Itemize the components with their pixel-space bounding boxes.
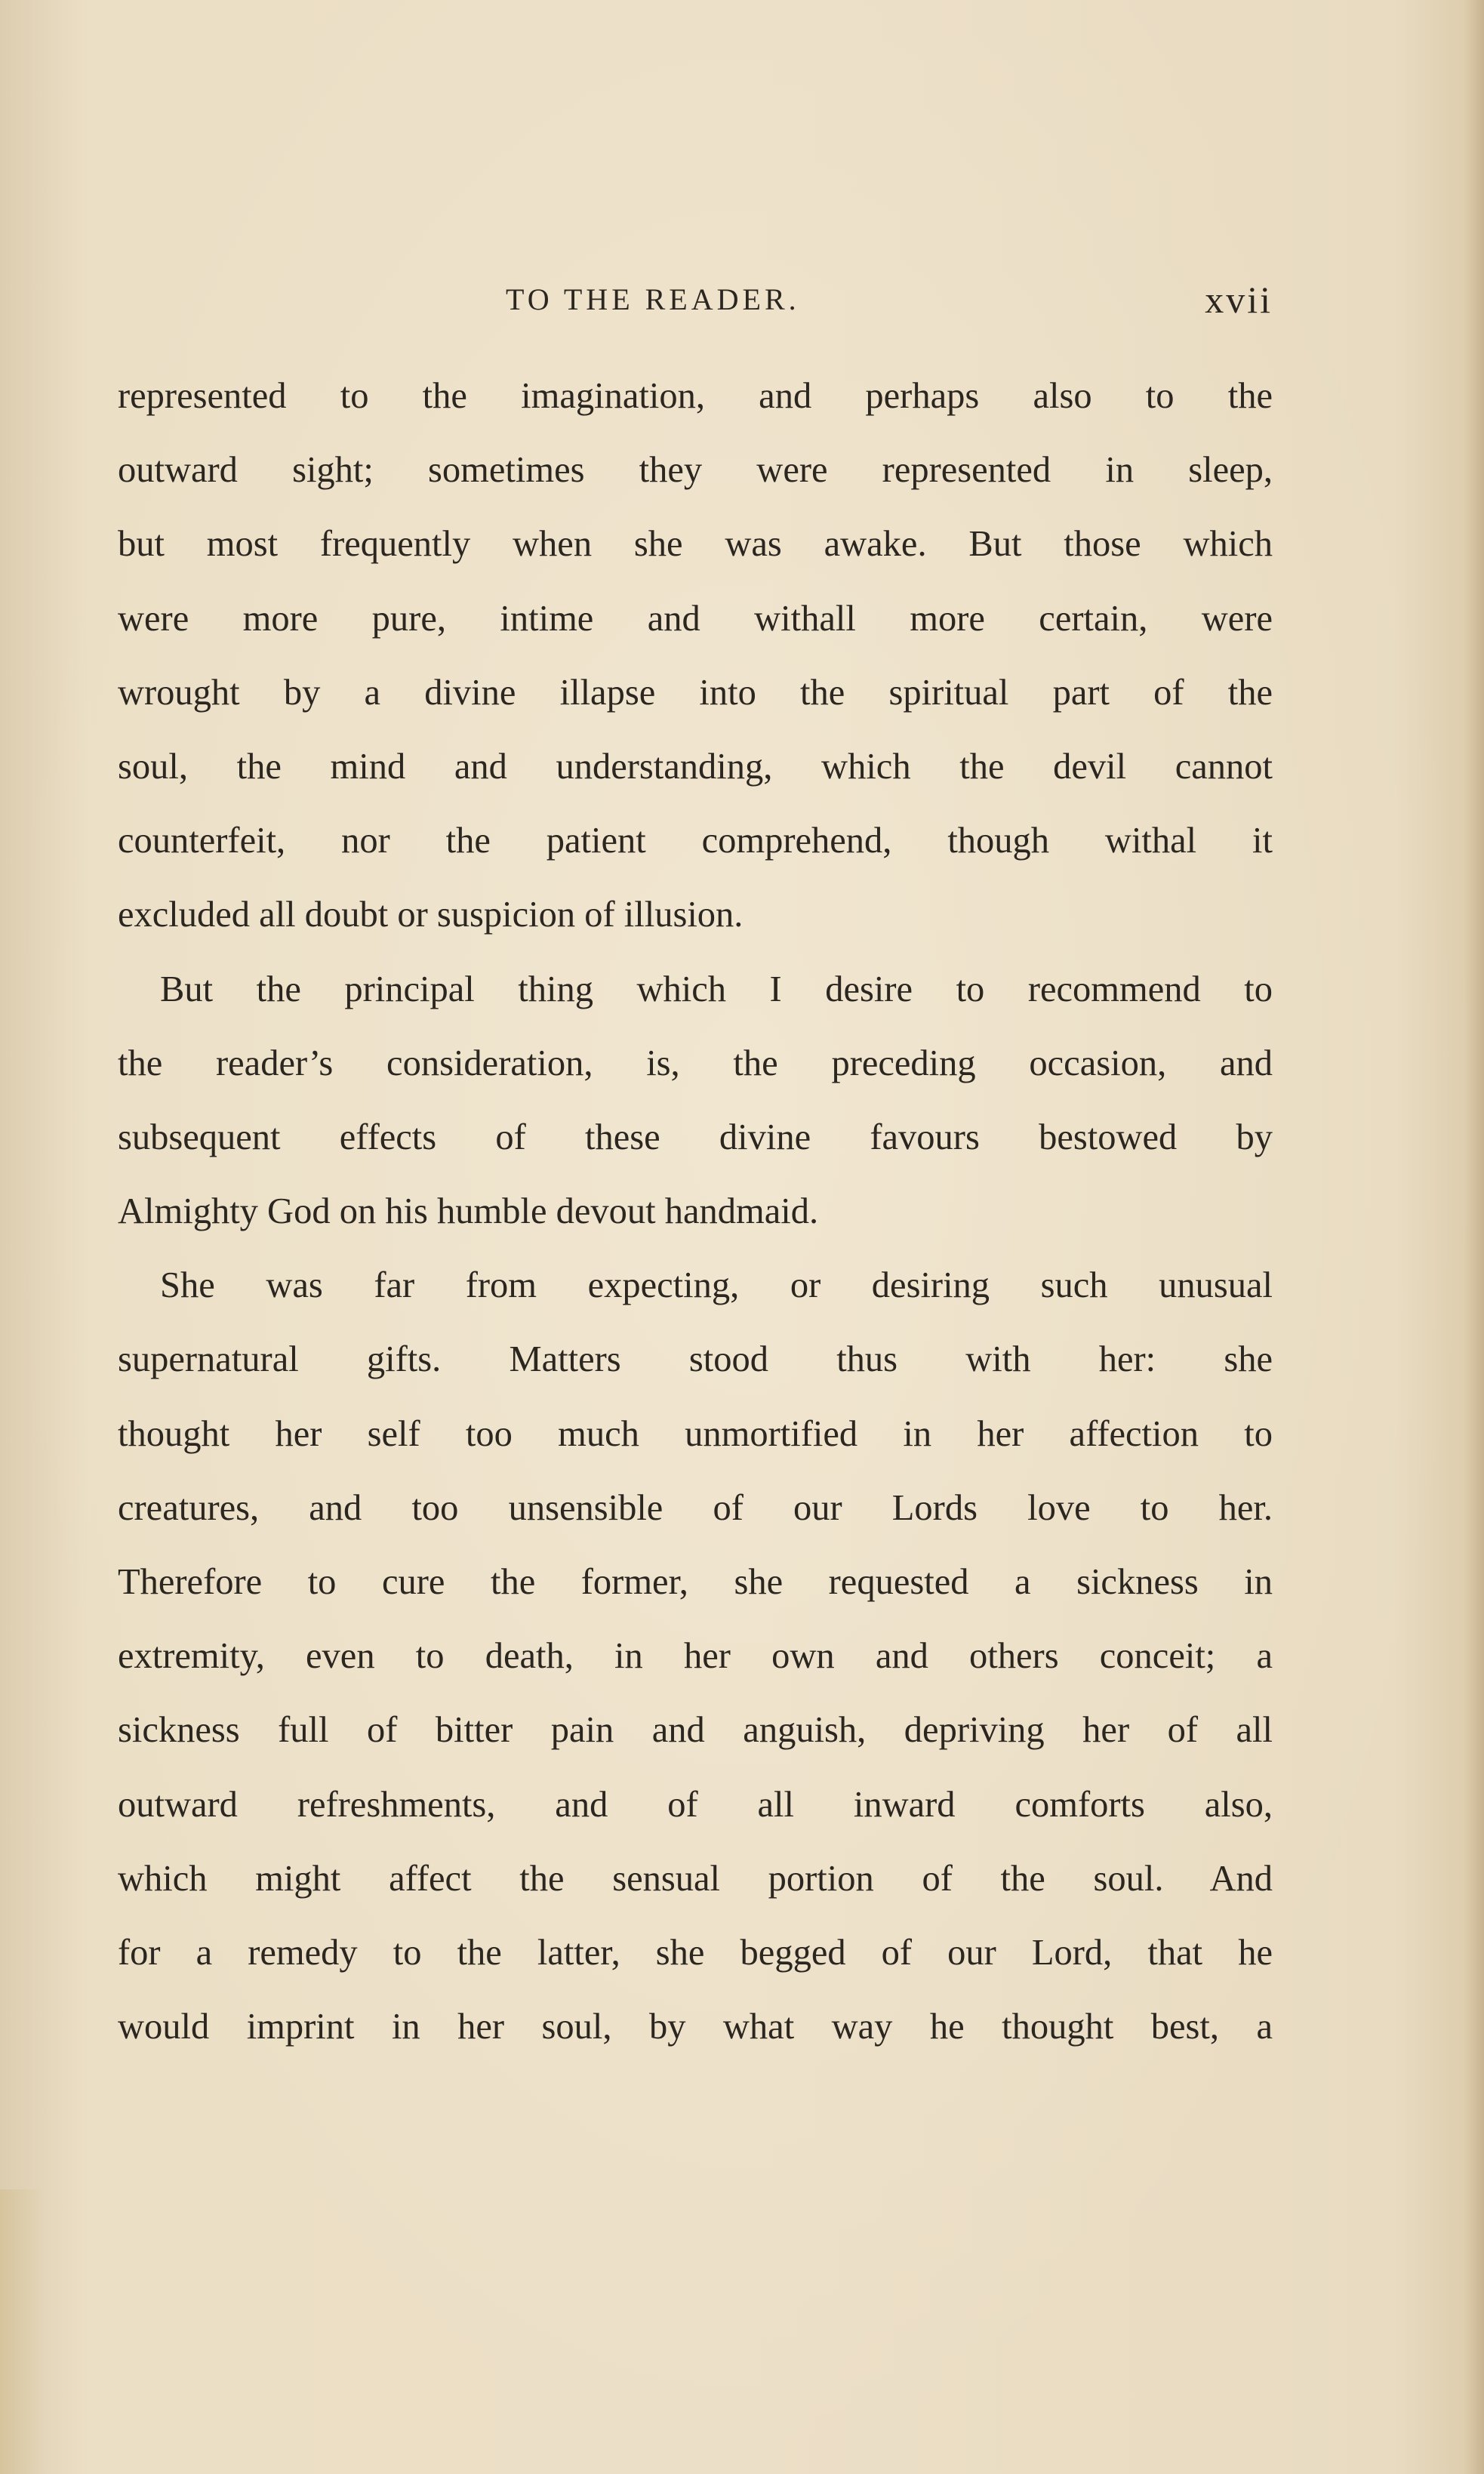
text-line: creatures, and too unsensible of our Lords love to her. [118, 1487, 1273, 1528]
text-line: Therefore to cure the former, she requested a sickness in [118, 1562, 1273, 1602]
text-line: But the principal thing which I desire to recommend to [160, 969, 1273, 1009]
text-line: sickness full of bitter pain and anguish, depriving her of all [118, 1710, 1273, 1751]
text-line: were more pure, intime and withall more certain, were [118, 598, 1273, 639]
text-line: outward sight; sometimes they were represented in sleep, [118, 450, 1273, 491]
text-line: wrought by a divine illapse into the spiritual part of the [118, 672, 1273, 713]
running-head: TO THE READER. [506, 282, 800, 316]
text-line: but most frequently when she was awake. But those which [118, 524, 1273, 565]
text-line: the reader’s consideration, is, the preceding occasion, and [118, 1043, 1273, 1083]
text-line: would imprint in her soul, by what way he thought best, a [118, 2007, 1273, 2047]
text-line: soul, the mind and understanding, which the devil cannot [118, 746, 1273, 787]
text-line: counterfeit, nor the patient comprehend, though withal it [118, 821, 1273, 861]
text-line: She was far from expecting, or desiring such unusual [160, 1265, 1273, 1306]
text-line: excluded all doubt or suspicion of illusion. [118, 895, 744, 935]
text-line: outward refreshments, and of all inward comforts also, [118, 1784, 1273, 1825]
paragraph [118, 1249, 1273, 2064]
page-header [118, 273, 1273, 326]
text-line: thought her self too much unmortified in her affection to [118, 1413, 1273, 1454]
text-line: Almighty God on his humble devout handmaid. [118, 1191, 819, 1232]
text-line: which might affect the sensual portion of the soul. And [118, 1858, 1273, 1899]
body-text [118, 359, 1273, 2064]
text-line: subsequent effects of these divine favours bestowed by [118, 1117, 1273, 1157]
page-stain [0, 2189, 45, 2474]
page-edge-shadow [1464, 0, 1484, 2474]
text-line: for a remedy to the latter, she begged of our Lord, that he [118, 1932, 1273, 1973]
text-line: supernatural gifts. Matters stood thus with her: she [118, 1339, 1273, 1380]
text-line: extremity, even to death, in her own and others conceit; a [118, 1636, 1273, 1677]
paragraph [118, 953, 1273, 1249]
paragraph [118, 359, 1273, 953]
page-number: xvii [1205, 279, 1273, 321]
text-line: represented to the imagination, and perhaps also to the [118, 376, 1273, 416]
